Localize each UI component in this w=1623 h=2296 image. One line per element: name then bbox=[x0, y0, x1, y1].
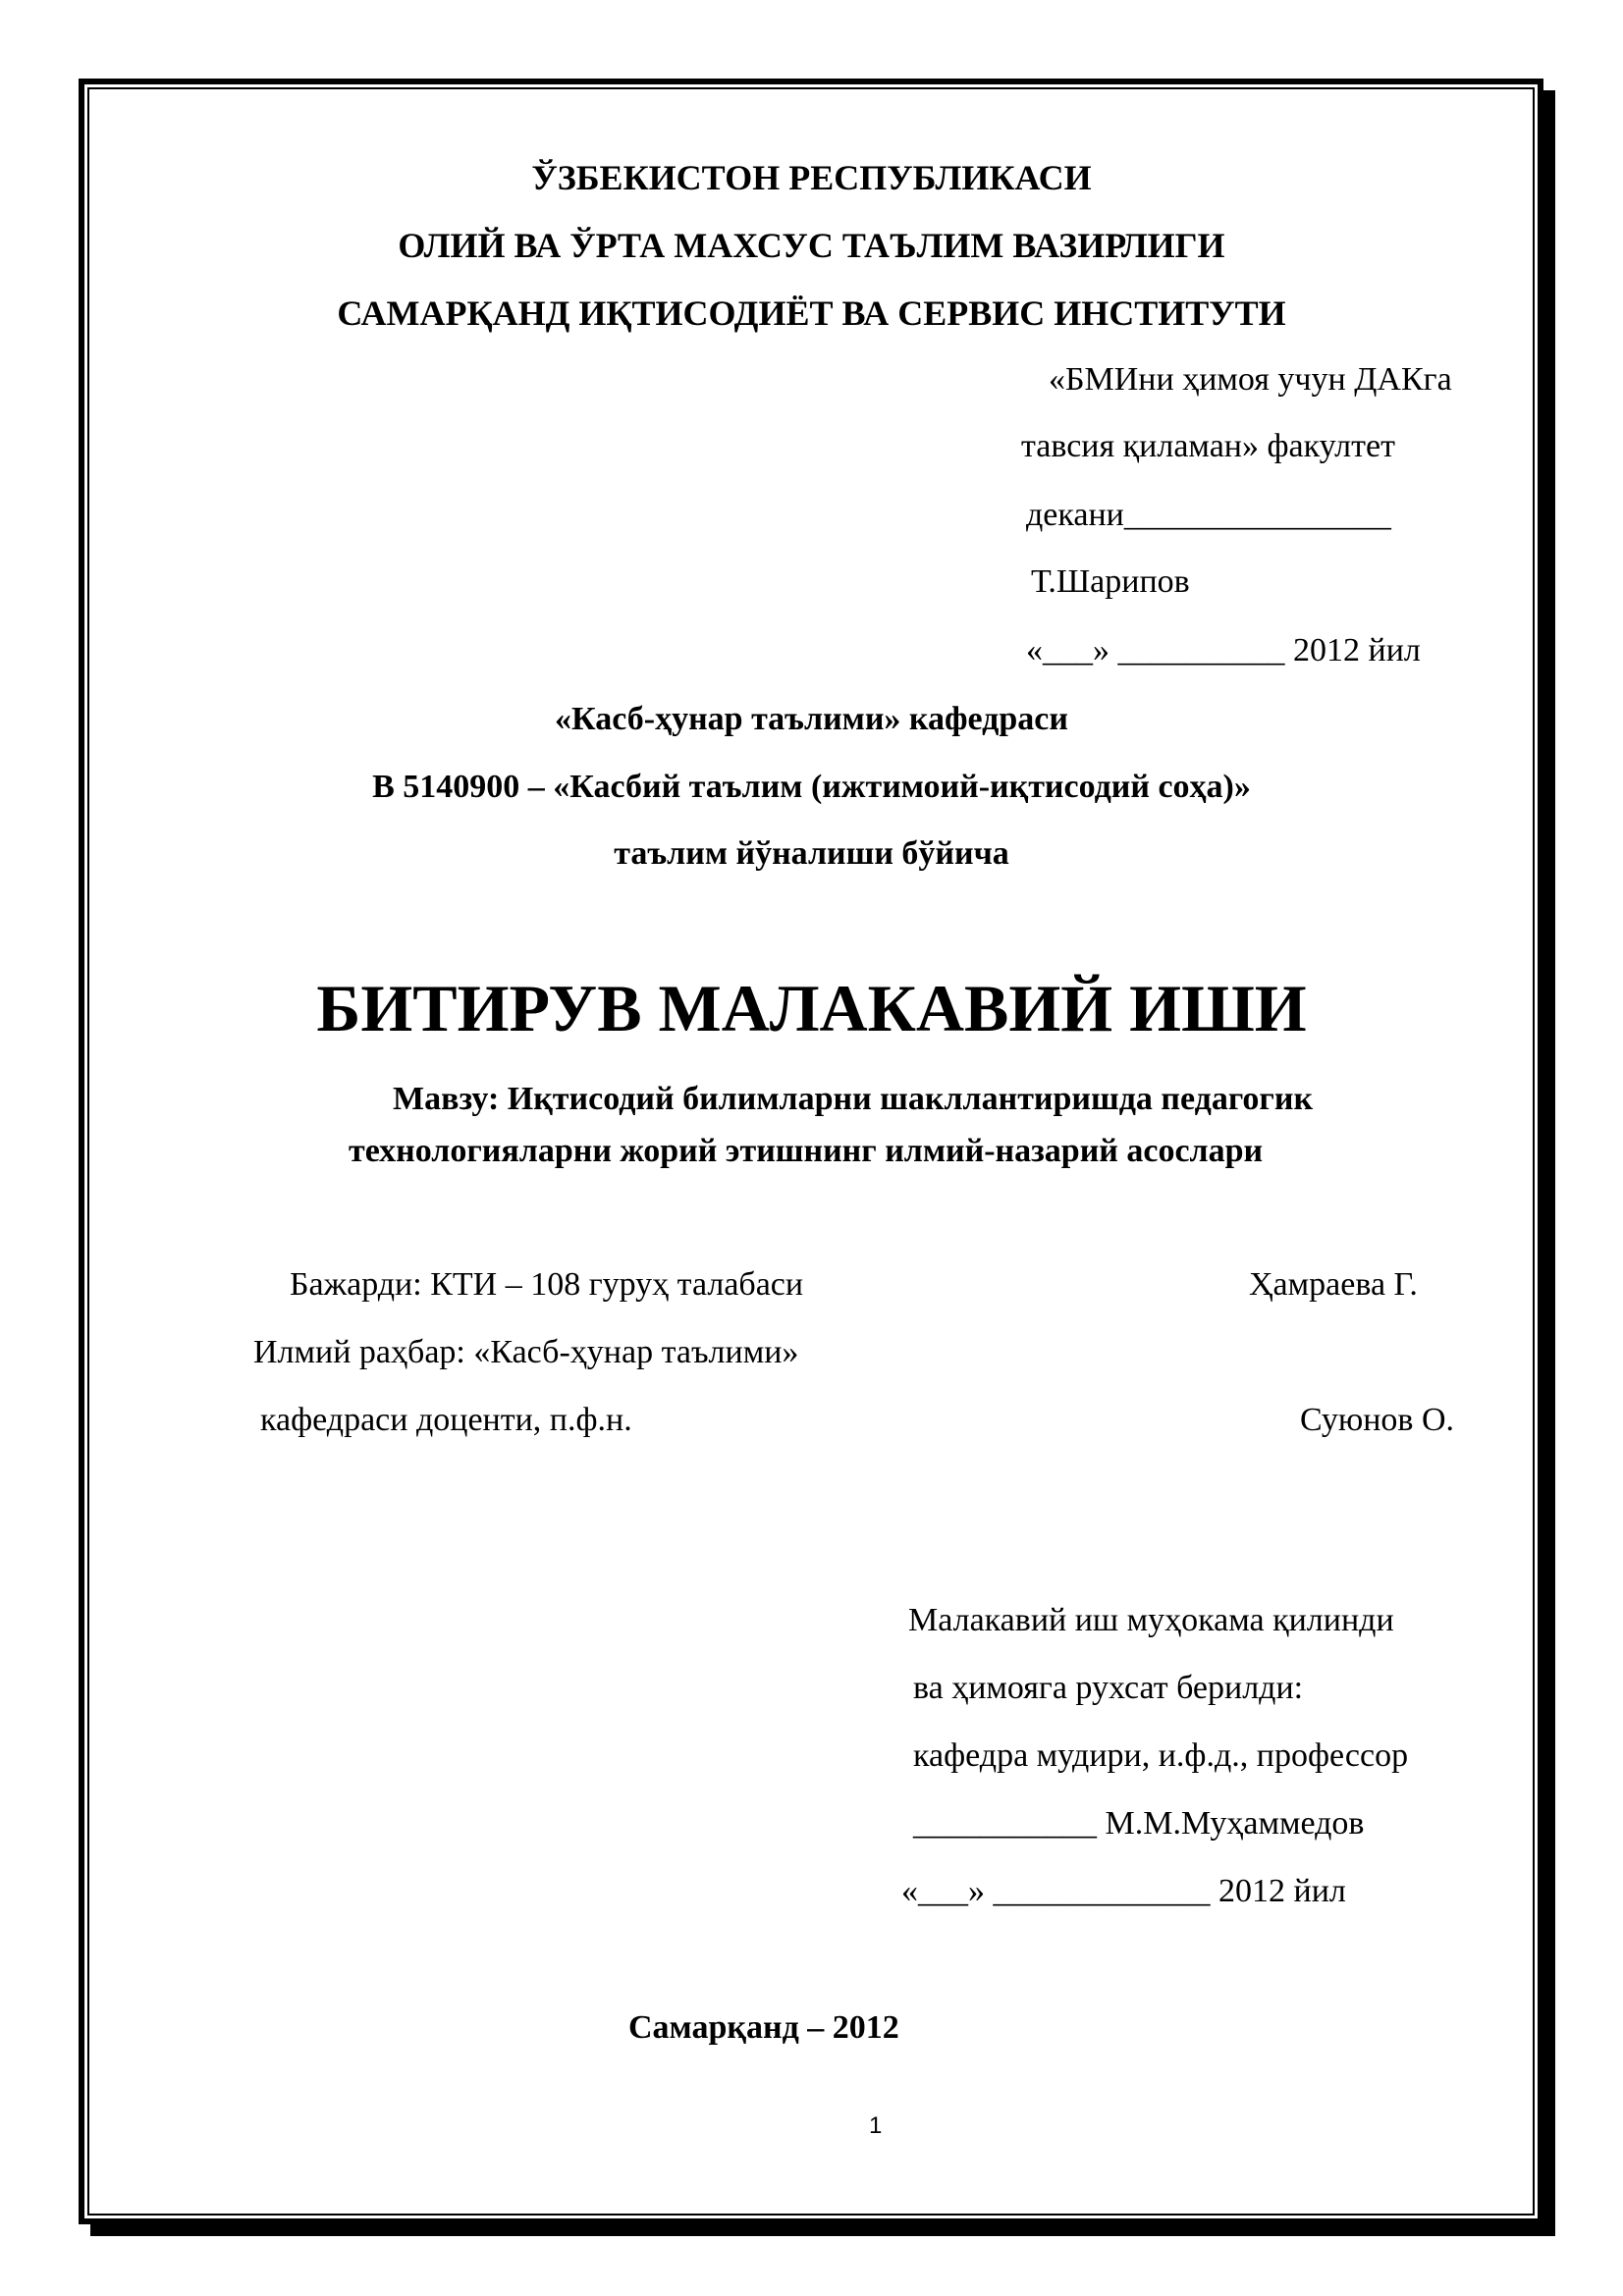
page-frame-shadow-bottom bbox=[90, 2224, 1555, 2236]
approval-line-3: декани________________ bbox=[1026, 497, 1391, 533]
performed-by-label: Бажарди: КТИ – 108 гуруҳ талабаси bbox=[290, 1266, 804, 1303]
supervisor-name: Суюнов О. bbox=[1300, 1402, 1455, 1438]
discussion-line-1: Малакавий иш муҳокама қилинди bbox=[908, 1602, 1394, 1638]
discussion-date: «___» _____________ 2012 йил bbox=[901, 1873, 1346, 1909]
header-line-ministry: ОЛИЙ ВА ЎРТА МАХСУС ТАЪЛИМ ВАЗИРЛИГИ bbox=[398, 226, 1225, 265]
discussion-line-2: ва ҳимояга рухсат берилди: bbox=[913, 1670, 1304, 1706]
city-year: Самарқанд – 2012 bbox=[628, 2009, 899, 2046]
approval-date: «___» __________ 2012 йил bbox=[1026, 632, 1421, 668]
document-title: БИТИРУВ МАЛАКАВИЙ ИШИ bbox=[316, 971, 1307, 1045]
department-direction: таълим йўналиши бўйича bbox=[614, 835, 1009, 872]
discussion-line-3: кафедра мудири, и.ф.д., профессор bbox=[913, 1737, 1409, 1774]
header-line-institute: САМАРҚАНД ИҚТИСОДИЁТ ВА СЕРВИС ИНСТИТУТИ bbox=[337, 294, 1286, 333]
supervisor-label-2: кафедраси доценти, п.ф.н. bbox=[260, 1402, 632, 1438]
topic-line-1: Мавзу: Иқтисодий билимларни шакллантиришда педагогик bbox=[393, 1081, 1314, 1117]
approval-dean-name: Т.Шарипов bbox=[1031, 563, 1190, 600]
supervisor-label-1: Илмий раҳбар: «Касб-ҳунар таълими» bbox=[253, 1334, 799, 1370]
topic-line-2: технологияларни жорий этишнинг илмий-назарий асослари bbox=[349, 1133, 1264, 1169]
approval-line-2: тавсия қиламан» факултет bbox=[1021, 428, 1395, 464]
page-frame-shadow-right bbox=[1543, 90, 1555, 2236]
department-specialty: В 5140900 – «Касбий таълим (ижтимоий-иқтисодий соҳа)» bbox=[372, 769, 1251, 805]
header-line-republic: ЎЗБЕКИСТОН РЕСПУБЛИКАСИ bbox=[531, 158, 1092, 197]
discussion-head-name: ___________ М.М.Муҳаммедов bbox=[913, 1805, 1365, 1842]
performed-by-name: Ҳамраева Г. bbox=[1249, 1266, 1418, 1303]
department-name: «Касб-ҳунар таълими» кафедраси bbox=[555, 701, 1068, 737]
approval-line-1: «БМИни ҳимоя учун ДАКга bbox=[1049, 361, 1452, 398]
page-number: 1 bbox=[869, 2112, 883, 2139]
